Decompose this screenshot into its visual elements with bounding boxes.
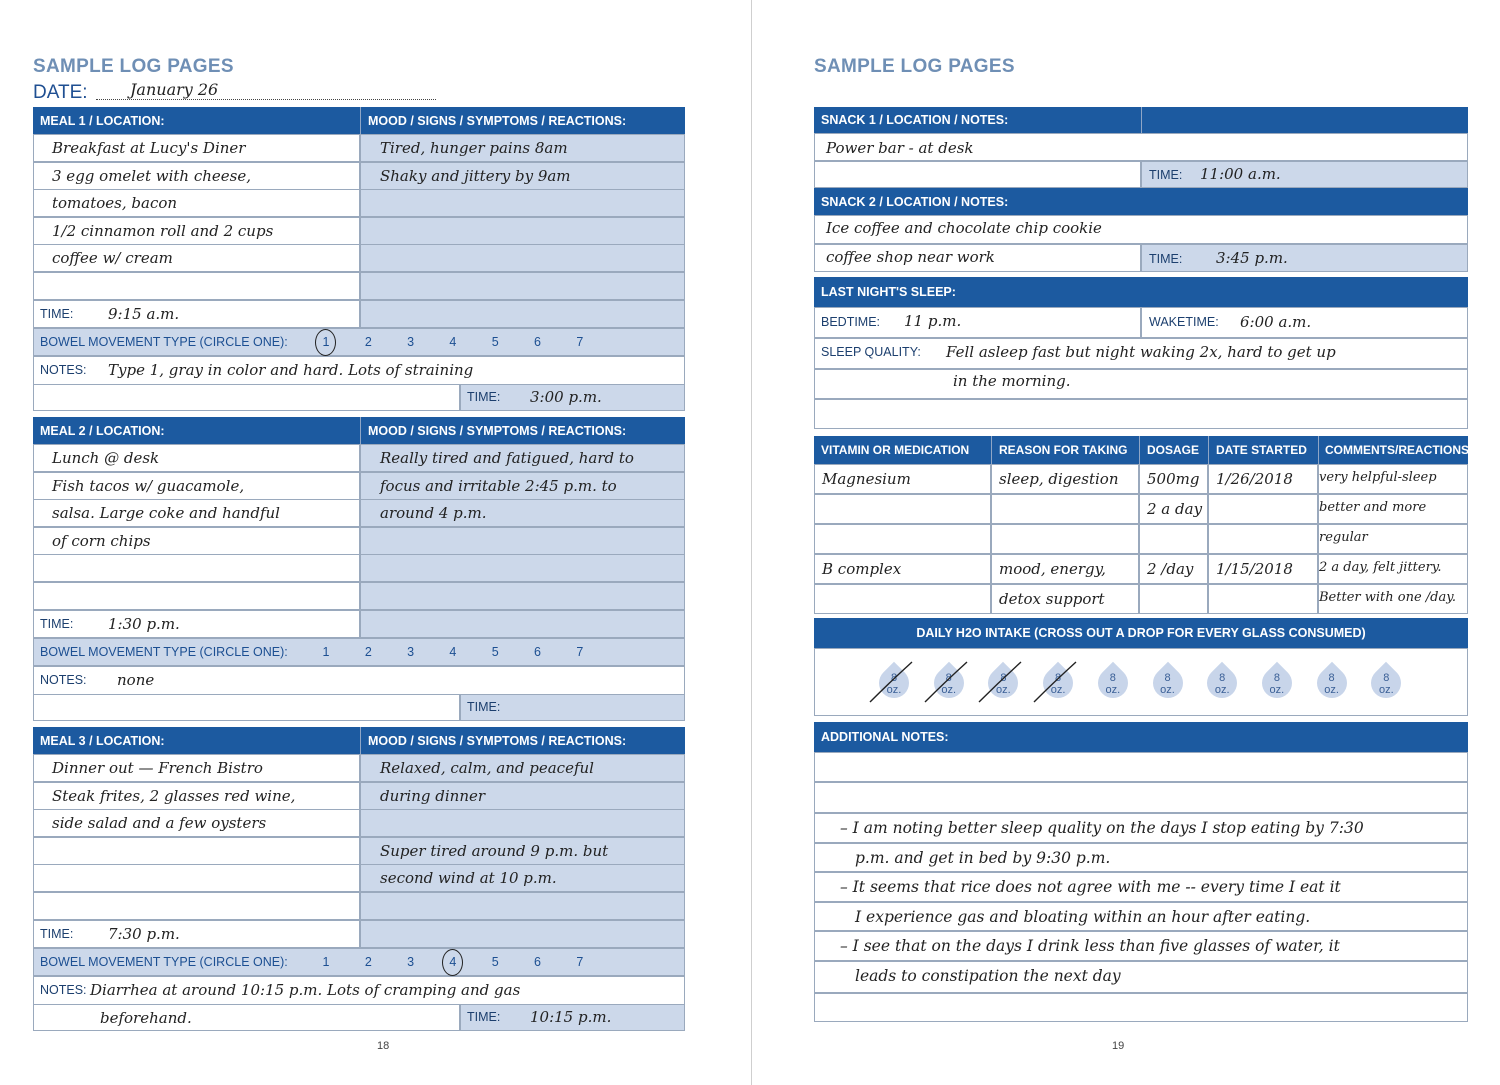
water-drop-icon[interactable] [1095,660,1131,700]
page-heading: SAMPLE LOG PAGES [814,56,1015,77]
vitamin-cell-text: 1/15/2018 [1216,560,1293,578]
notes-header [814,722,1468,752]
time-blue-cell [360,920,685,948]
snack1-text: Power bar - at desk [826,139,974,157]
drop-amount: 8 [1273,672,1280,684]
drop-amount: 8 [1000,672,1007,684]
notes-time-label: TIME: [467,700,501,714]
bowel-option-7[interactable]: 7 [576,645,584,659]
food-line-text: Steak frites, 2 glasses red wine, [52,786,296,805]
mood-line-cell [360,527,685,555]
food-line-text: Fish tacos w/ guacamole, [52,476,245,495]
vitamin-cell-text: B complex [822,560,902,578]
bowel-option-6[interactable]: 6 [534,645,541,659]
bowel-label: BOWEL MOVEMENT TYPE (CIRCLE ONE): [40,335,288,349]
bowel-option-1[interactable]: 1 [322,335,330,349]
bowel-option-6[interactable]: 6 [534,335,541,349]
snack1-time-cell [1141,161,1468,188]
mood-header: MOOD / SIGNS / SYMPTOMS / REACTIONS: [360,107,685,134]
vitamin-cell [1208,494,1318,524]
notes-label: NOTES: [40,673,87,687]
time-blue-cell [360,300,685,328]
mood-line-cell [360,217,685,245]
cross-out-mark [975,656,1027,706]
vitamin-cell [991,524,1139,554]
mood-line-cell [360,582,685,610]
notes-time-label: TIME: [467,1010,501,1024]
notes-text2: beforehand. [100,1009,192,1027]
time-cell [33,610,360,638]
bowel-label: BOWEL MOVEMENT TYPE (CIRCLE ONE): [40,955,288,969]
vitamin-cell [814,524,991,554]
vitamin-header-4: COMMENTS/REACTIONS [1318,436,1468,464]
drop-unit: oz. [1269,684,1285,696]
vitamin-cell-text: 2 a day [1147,500,1203,518]
food-line-text: Lunch @ desk [52,449,160,467]
notes-line [814,993,1468,1022]
drop-unit: oz. [996,684,1011,696]
notes-line-text: – It seems that rice does not agree with me -- every time I eat it [840,878,1341,896]
notes-line-text: I experience gas and bloating within an hour after eating. [855,908,1311,926]
notes-cell2 [33,1004,460,1031]
mood-line-cell [360,244,685,272]
vitamin-cell-text: detox support [999,590,1105,608]
bowel-option-4[interactable]: 4 [449,955,457,969]
bedtime-value: 11 p.m. [904,312,962,330]
snack1-time-label: TIME: [1149,168,1183,182]
time-label: TIME: [40,927,74,941]
notes-header-label: ADDITIONAL NOTES: [821,730,949,744]
mood-line-cell [360,809,685,837]
drop-amount: 8 [1164,672,1171,684]
waketime-label: WAKETIME: [1149,315,1219,329]
h2o-header [814,618,1468,648]
drop-amount: 8 [1219,672,1226,684]
drop-unit: oz. [1105,684,1121,696]
notes-line-text: – I am noting better sleep quality on the days I stop eating by 7:30 [840,819,1364,837]
vitamin-cell-text: Better with one /day. [1319,590,1456,605]
notes-line-text: – I see that on the days I drink less than five glasses of water, it [840,937,1340,955]
drop-unit: oz. [1050,684,1066,696]
time-label: TIME: [40,307,74,321]
mood-line-text: second wind at 10 p.m. [380,869,557,888]
meal-header: MEAL 3 / LOCATION: [33,727,360,754]
food-line-text: Dinner out — French Bistro [52,759,263,777]
mood-line-cell [360,272,685,300]
snack1-time-value: 11:00 a.m. [1200,165,1281,183]
notes-text1: Type 1, gray in color and hard. Lots of straining [108,361,474,379]
food-line-text: Breakfast at Lucy's Diner [52,139,246,157]
vitamin-cell [1139,584,1208,614]
drop-unit: oz. [1160,684,1175,696]
bowel-option-2[interactable]: 2 [364,335,372,349]
bowel-option-7[interactable]: 7 [576,955,584,969]
meal-header: MEAL 2 / LOCATION: [33,417,360,444]
vitamin-header-2: DOSAGE [1139,436,1208,464]
notes-line-text: p.m. and get in bed by 9:30 p.m. [855,849,1111,867]
date-value: January 26 [130,80,219,99]
vitamin-cell [1208,524,1318,554]
quality-label: SLEEP QUALITY: [821,345,921,359]
vitamin-cell [1139,524,1208,554]
bowel-option-3[interactable]: 3 [407,645,415,659]
vitamin-cell [991,494,1139,524]
drop-unit: oz. [1378,684,1394,696]
bowel-option-5[interactable]: 5 [491,645,499,659]
time-value: 9:15 a.m. [108,305,180,323]
book-spine [751,0,752,1085]
food-line-text: tomatoes, bacon [52,194,178,213]
water-drop-icon[interactable] [1040,660,1076,700]
time-label: TIME: [40,617,74,631]
bowel-option-4[interactable]: 4 [449,645,457,659]
snack2-time-cell [1141,244,1468,272]
bowel-option-3[interactable]: 3 [407,335,415,349]
notes-time-value: 3:00 p.m. [530,388,602,406]
drop-unit: oz. [941,684,957,696]
mood-line-cell [360,892,685,920]
circled-option-icon [442,949,463,976]
water-drop-icon[interactable] [1204,660,1240,700]
vitamin-cell [814,494,991,524]
water-drop-icon[interactable] [876,660,912,700]
time-value: 7:30 p.m. [108,925,180,943]
time-cell [33,300,360,328]
bowel-option-2[interactable]: 2 [364,645,372,659]
snack2-time-label: TIME: [1149,252,1183,266]
vitamin-cell-text: better and more [1319,500,1427,515]
notes-label: NOTES: [40,983,87,997]
bowel-option-6[interactable]: 6 [534,955,541,969]
page-number: 18 [377,1040,390,1052]
vitamin-cell-text: 2 /day [1147,560,1194,578]
food-line-text: side salad and a few oysters [52,814,267,833]
time-blue-cell [360,610,685,638]
drop-amount: 8 [1328,672,1335,684]
mood-line-text: focus and irritable 2:45 p.m. to [380,476,617,495]
water-drop-icon[interactable] [931,660,967,700]
cross-out-mark [866,656,918,706]
notes-line [814,782,1468,813]
mood-line-text: Super tired around 9 p.m. but [380,841,609,860]
h2o-header-label: DAILY H2O INTAKE (CROSS OUT A DROP FOR EVERY GLASS CONSUMED) [916,626,1366,640]
waketime-value: 6:00 a.m. [1240,313,1312,331]
quality-text1: Fell asleep fast but night waking 2x, hard to get up [946,343,1336,361]
snack2-header [814,188,1468,215]
vitamin-header-0: VITAMIN OR MEDICATION [814,436,991,464]
snack1-header-label: SNACK 1 / LOCATION / NOTES: [821,113,1009,127]
vitamin-cell-text: sleep, digestion [999,470,1119,488]
drop-amount: 8 [945,672,952,684]
water-drop-icon[interactable] [1368,660,1404,700]
time-value: 1:30 p.m. [108,615,180,633]
vitamin-cell [814,584,991,614]
date-label: DATE: [33,82,88,103]
food-line-cell [33,892,360,920]
food-line-text: 1/2 cinnamon roll and 2 cups [52,221,274,240]
mood-line-text: Shaky and jittery by 9am [380,166,571,185]
snack2-text2: coffee shop near work [826,248,995,266]
date-line [96,99,436,100]
bedtime-label: BEDTIME: [821,315,881,329]
notes-line [814,752,1468,782]
circled-option-icon [315,329,336,356]
time-cell [33,920,360,948]
vitamin-cell-text: 2 a day, felt jittery. [1319,560,1442,575]
mood-line-text: Relaxed, calm, and peaceful [380,759,594,777]
quality-text2: in the morning. [953,372,1071,390]
bowel-option-2[interactable]: 2 [364,955,372,969]
bowel-option-5[interactable]: 5 [491,335,499,349]
food-line-text: of corn chips [52,531,151,550]
bowel-option-1[interactable]: 1 [322,645,330,659]
vitamin-cell-text: Magnesium [822,470,911,488]
page-number: 19 [1112,1040,1125,1052]
drop-amount: 8 [890,672,898,684]
notes-cell2 [33,384,460,411]
food-line-text: 3 egg omelet with cheese, [52,166,252,185]
mood-line-text: around 4 p.m. [380,504,487,523]
food-line-cell [33,864,360,892]
mood-line-cell [360,554,685,582]
bowel-option-4[interactable]: 4 [449,335,457,349]
food-line-text: coffee w/ cream [52,249,173,268]
drop-unit: oz. [1324,684,1339,696]
vitamin-cell-text: mood, energy, [999,560,1106,578]
snack1-blank [814,161,1141,188]
notes-text1: Diarrhea at around 10:15 p.m. Lots of cramping and gas [90,981,521,999]
bowel-option-5[interactable]: 5 [491,955,499,969]
drop-unit: oz. [1214,684,1230,696]
drop-amount: 8 [1055,672,1062,684]
cross-out-mark [1030,656,1082,706]
page-heading: SAMPLE LOG PAGES [33,56,234,77]
vitamin-cell-text: 500mg [1147,470,1200,488]
snack2-header-label: SNACK 2 / LOCATION / NOTES: [821,194,1009,209]
drop-amount: 8 [1383,672,1390,684]
quality-line2 [814,369,1468,399]
notes-cell2 [33,694,460,721]
vitamin-cell [1208,584,1318,614]
bowel-option-7[interactable]: 7 [576,335,584,349]
food-line-cell [33,837,360,865]
food-line-cell [33,582,360,610]
bowel-option-3[interactable]: 3 [407,955,415,969]
food-line-cell [33,554,360,582]
mood-line-cell [360,189,685,217]
food-line-text: salsa. Large coke and handful [52,504,280,523]
bowel-label: BOWEL MOVEMENT TYPE (CIRCLE ONE): [40,645,288,659]
vitamin-header-1: REASON FOR TAKING [991,436,1139,464]
vitamin-cell-text: 1/26/2018 [1216,470,1293,488]
water-drop-icon[interactable] [1314,660,1350,700]
vitamin-cell-text: very helpful-sleep [1319,470,1437,485]
snack2-text1: Ice coffee and chocolate chip cookie [826,219,1102,237]
mood-header: MOOD / SIGNS / SYMPTOMS / REACTIONS: [360,417,685,444]
mood-line-text: Tired, hunger pains 8am [380,139,568,157]
water-drop-icon[interactable] [985,660,1021,700]
notes-line-text: leads to constipation the next day [855,967,1121,985]
notes-time-label: TIME: [467,390,501,404]
drop-unit: oz. [886,684,902,696]
quality-line3 [814,399,1468,429]
meal-header: MEAL 1 / LOCATION: [33,107,360,134]
mood-header: MOOD / SIGNS / SYMPTOMS / REACTIONS: [360,727,685,754]
mood-line-text: during dinner [380,786,486,805]
cross-out-mark [921,656,973,706]
notes-text1: none [117,671,155,689]
vitamin-header-3: DATE STARTED [1208,436,1318,464]
bowel-option-1[interactable]: 1 [322,955,330,969]
divider [1141,107,1142,133]
food-line-cell [33,272,360,300]
vitamin-cell-text: regular [1319,530,1368,545]
mood-line-text: Really tired and fatigued, hard to [380,449,634,467]
sleep-header [814,277,1468,307]
notes-time-value: 10:15 p.m. [530,1008,612,1026]
snack2-time-value: 3:45 p.m. [1216,249,1288,267]
water-drop-icon[interactable] [1150,660,1186,700]
sleep-header-label: LAST NIGHT'S SLEEP: [821,285,956,299]
drop-amount: 8 [1109,672,1116,684]
water-drop-icon[interactable] [1259,660,1295,700]
notes-label: NOTES: [40,363,87,377]
